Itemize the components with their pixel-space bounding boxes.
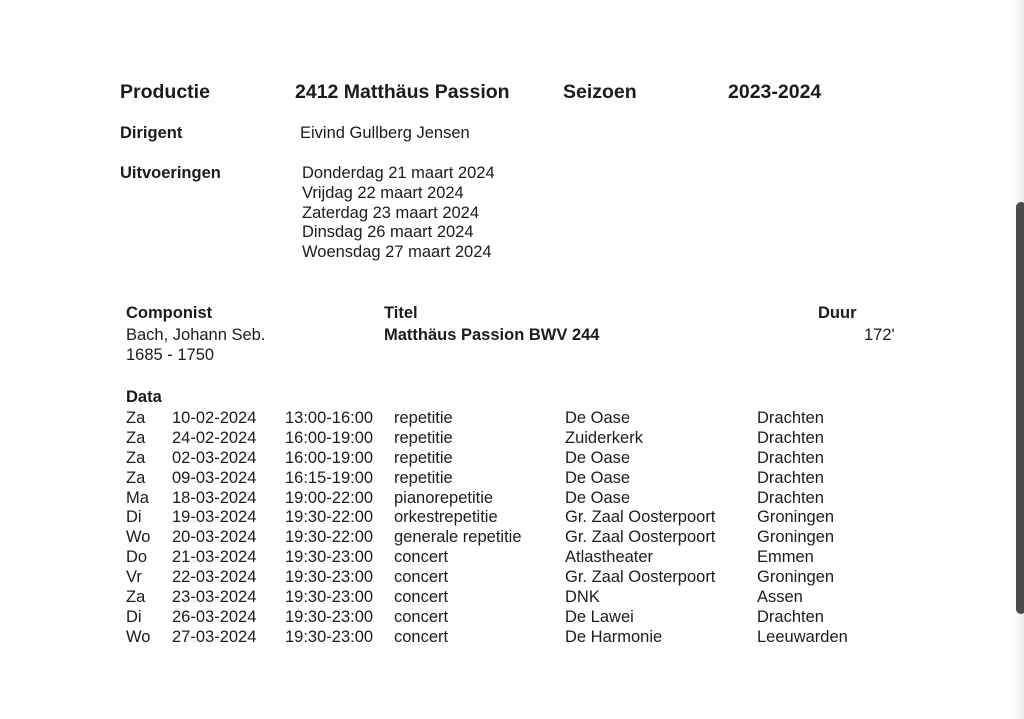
cell-city: Drachten	[757, 468, 824, 487]
table-row	[0, 508, 1024, 528]
table-row	[0, 469, 1024, 489]
cell-date: 20-03-2024	[172, 528, 257, 547]
cell-venue: De Oase	[565, 409, 631, 427]
cell-city: Drachten	[757, 607, 824, 626]
cell-venue: Atlastheater	[565, 548, 654, 567]
production-label: Productie	[120, 81, 210, 103]
cell-venue: De Oase	[565, 448, 631, 467]
cell-city: Groningen	[757, 508, 835, 527]
cell-city: Drachten	[757, 488, 824, 507]
cell-venue: Gr. Zaal Oosterpoort	[565, 568, 716, 587]
performance-date: Vrijdag 22 maart 2024	[302, 183, 464, 202]
cell-time: 16:00-19:00	[285, 428, 374, 447]
cell-venue: De Oase	[565, 468, 631, 487]
cell-type: repetitie	[394, 409, 453, 427]
cell-type: repetitie	[394, 428, 453, 447]
cell-type: concert	[394, 607, 449, 626]
cell-city: Groningen	[757, 568, 835, 587]
cell-time: 19:00-22:00	[285, 488, 374, 507]
cell-day: Za	[126, 428, 146, 447]
cell-day: Za	[126, 468, 146, 487]
performance-date: Dinsdag 26 maart 2024	[302, 223, 474, 242]
cell-day: Do	[126, 548, 148, 567]
table-row	[0, 608, 1024, 628]
composer-header: Componist	[126, 304, 213, 322]
schedule-label: Data	[126, 388, 162, 406]
season-value: 2023-2024	[728, 81, 822, 103]
cell-time: 19:30-23:00	[285, 568, 374, 587]
cell-city: Drachten	[757, 409, 824, 427]
duration-header: Duur	[818, 304, 857, 322]
production-value: 2412 Matthäus Passion	[295, 81, 510, 103]
title-header: Titel	[384, 304, 418, 322]
cell-city: Drachten	[757, 428, 824, 447]
cell-date: 23-03-2024	[172, 588, 257, 607]
cell-date: 27-03-2024	[172, 627, 257, 646]
work-duration: 172'	[864, 326, 895, 344]
cell-time: 13:00-16:00	[285, 409, 374, 427]
conductor-value: Eivind Gullberg Jensen	[300, 124, 470, 142]
season-label: Seizoen	[563, 81, 637, 103]
table-row	[0, 548, 1024, 568]
cell-date: 19-03-2024	[172, 508, 257, 527]
conductor-label: Dirigent	[120, 124, 183, 142]
cell-day: Za	[126, 588, 146, 607]
cell-type: generale repetitie	[394, 528, 522, 547]
table-row	[0, 449, 1024, 469]
cell-type: concert	[394, 568, 449, 587]
cell-type: concert	[394, 548, 449, 567]
cell-date: 26-03-2024	[172, 607, 257, 626]
cell-day: Za	[126, 409, 146, 427]
cell-type: repetitie	[394, 468, 453, 487]
cell-date: 09-03-2024	[172, 468, 257, 487]
cell-time: 16:15-19:00	[285, 468, 374, 487]
cell-city: Leeuwarden	[757, 627, 848, 646]
performance-date: Donderdag 21 maart 2024	[302, 164, 495, 182]
cell-time: 19:30-23:00	[285, 627, 374, 646]
cell-venue: Zuiderkerk	[565, 428, 643, 447]
cell-time: 19:30-22:00	[285, 528, 374, 547]
cell-type: concert	[394, 627, 449, 646]
cell-type: pianorepetitie	[394, 488, 494, 507]
cell-time: 19:30-23:00	[285, 548, 374, 567]
performances-label: Uitvoeringen	[120, 164, 221, 182]
cell-day: Za	[126, 448, 146, 467]
cell-date: 21-03-2024	[172, 548, 257, 567]
cell-date: 10-02-2024	[172, 409, 257, 427]
cell-type: orkestrepetitie	[394, 508, 498, 527]
table-row	[0, 409, 1024, 429]
cell-time: 16:00-19:00	[285, 448, 374, 467]
cell-day: Di	[126, 607, 142, 626]
cell-time: 19:30-22:00	[285, 508, 374, 527]
table-row	[0, 628, 1024, 648]
cell-venue: De Lawei	[565, 607, 634, 626]
cell-city: Drachten	[757, 448, 824, 467]
cell-venue: De Oase	[565, 488, 631, 507]
cell-date: 24-02-2024	[172, 428, 257, 447]
cell-day: Wo	[126, 528, 151, 547]
performance-date: Zaterdag 23 maart 2024	[302, 203, 480, 222]
cell-venue: De Harmonie	[565, 627, 663, 646]
composer-years: 1685 - 1750	[126, 346, 215, 364]
work-title: Matthäus Passion BWV 244	[384, 326, 600, 344]
cell-day: Wo	[126, 627, 151, 646]
table-row	[0, 429, 1024, 449]
cell-venue: Gr. Zaal Oosterpoort	[565, 508, 716, 527]
schedule-table	[0, 409, 1024, 648]
cell-type: repetitie	[394, 448, 453, 467]
cell-day: Ma	[126, 488, 149, 507]
composer-name: Bach, Johann Seb.	[126, 326, 266, 344]
cell-venue: DNK	[565, 588, 600, 607]
cell-date: 02-03-2024	[172, 448, 257, 467]
cell-date: 22-03-2024	[172, 568, 257, 587]
cell-city: Emmen	[757, 548, 814, 567]
cell-city: Assen	[757, 588, 803, 607]
performance-date: Woensdag 27 maart 2024	[302, 243, 492, 262]
cell-time: 19:30-23:00	[285, 607, 374, 626]
table-row	[0, 528, 1024, 548]
cell-day: Vr	[126, 568, 142, 587]
cell-type: concert	[394, 588, 449, 607]
performances-list	[302, 164, 495, 263]
cell-date: 18-03-2024	[172, 488, 257, 507]
table-row	[0, 588, 1024, 608]
cell-time: 19:30-23:00	[285, 588, 374, 607]
table-row	[0, 489, 1024, 509]
cell-day: Di	[126, 508, 142, 527]
cell-venue: Gr. Zaal Oosterpoort	[565, 528, 716, 547]
cell-city: Groningen	[757, 528, 835, 547]
table-row	[0, 568, 1024, 588]
